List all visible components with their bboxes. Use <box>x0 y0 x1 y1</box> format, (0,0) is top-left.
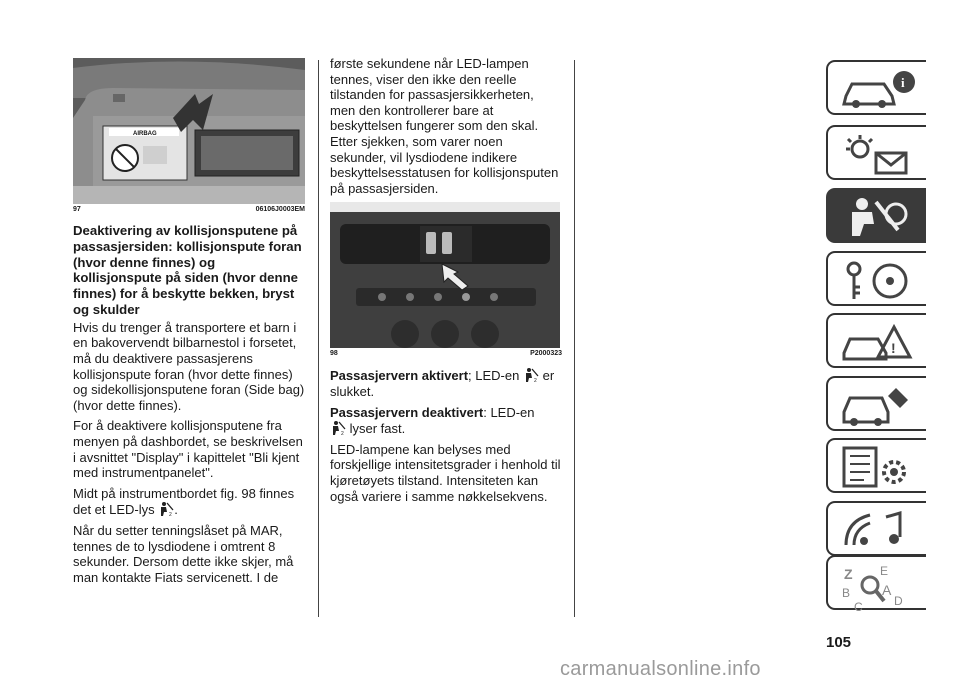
airbag-sticker-text: AIRBAG <box>133 131 157 137</box>
figure-97-sun-visor <box>73 58 305 204</box>
svg-text:2: 2 <box>341 431 344 437</box>
tab-car-info[interactable] <box>826 60 926 115</box>
svg-text:A: A <box>882 582 892 598</box>
tab-index[interactable] <box>826 555 926 614</box>
sun-visor-illustration <box>73 58 305 204</box>
tab-starting-driving[interactable] <box>826 251 926 306</box>
passenger-airbag-off-icon <box>523 367 539 383</box>
deactivated-paragraph: Passasjervern deaktivert: LED-en 2 lyser fast. <box>330 404 535 437</box>
key-steering-icon <box>838 257 918 303</box>
seat-safety-icon <box>838 194 918 240</box>
car-service-icon <box>838 382 918 428</box>
column-divider <box>574 60 575 617</box>
tab-maintenance[interactable] <box>826 376 926 431</box>
svg-text:E: E <box>880 564 889 578</box>
specs-gear-icon <box>838 444 918 490</box>
warning-lights-icon <box>838 131 918 177</box>
paragraph: første sekundene når LED-lampen tennes, viser den ikke den reelle tilstanden for passasjersikkerheten, men den kontrollerer bare at beskyttelsen fungerer som den skal. Etter sjekken, som varer noen sekunder, vil lysdiodene indikere beskyttelsesstatusen for kollisjonsputen på passasjersiden. <box>330 56 559 196</box>
svg-text:D: D <box>894 594 903 608</box>
svg-text:2: 2 <box>533 378 537 384</box>
left-column <box>73 58 305 590</box>
svg-text:i: i <box>901 75 905 90</box>
index-icon <box>838 561 918 617</box>
car-info-icon <box>838 66 918 112</box>
figure-number: 97 <box>73 206 81 213</box>
svg-text:C: C <box>854 600 863 614</box>
breakdown-icon <box>838 319 918 365</box>
page-number: 105 <box>826 634 852 651</box>
svg-text:2: 2 <box>169 512 173 518</box>
svg-text:Z: Z <box>844 566 853 582</box>
middle-column <box>330 56 562 509</box>
watermark: carmanualsonline.info <box>560 658 761 680</box>
figure-code: P2000323 <box>530 350 562 358</box>
paragraph: LED-lampene kan belyses med forskjellige intensitetsgrader i henhold til kjøretøyets tilstand. Intensiteten kan også variere i samme nøkkelsekvens. <box>330 441 561 504</box>
paragraph-led-mention: Midt på instrumentbordet fig. 98 finnes det et LED-lys 2 . <box>73 485 295 518</box>
tab-emergency[interactable] <box>826 313 926 368</box>
svg-text:B: B <box>842 586 851 600</box>
tab-technical-data[interactable] <box>826 438 926 493</box>
paragraph: For å deaktivere kollisjonsputene fra menyen på dashbordet, se beskrivelsen i avsnittet "Display" i kapittelet "Bli kjent med instrumentpanelet". <box>73 418 303 481</box>
multimedia-icon <box>838 507 918 553</box>
figure-98-dashboard <box>330 202 560 348</box>
activated-paragraph: Passasjervern aktivert; LED-en 2 er slukket. <box>330 368 555 399</box>
column-divider <box>318 60 319 617</box>
paragraph: Når du setter tenningslåset på MAR, tennes de to lysdiodene i omtrent 8 sekunder. Dersom dette ikke skjer, må man kontakte Fiats servicenett. I de <box>73 522 294 585</box>
figure-98-caption <box>330 350 562 357</box>
figure-code: 06106J0003EM <box>255 206 305 213</box>
passenger-airbag-off-icon <box>330 420 346 436</box>
figure-97-caption <box>73 206 305 213</box>
dashboard-illustration <box>330 202 560 348</box>
tab-warning-lights[interactable] <box>826 125 926 180</box>
svg-text:!: ! <box>891 340 896 356</box>
paragraph: Hvis du trenger å transportere et barn i en bakovervendt bilbarnestol i forsetet, må du deaktivere passasjerens kollisjonspute foran (hvor dette finnes) og sidekollisjonsputene foran (Side bag) (hvor dette finnes). <box>73 319 305 413</box>
tab-safety[interactable] <box>826 188 926 243</box>
section-heading: Deaktivering av kollisjonsputene på passasjersiden: kollisjonspute foran (hvor denne finnes) og kollisjonspute på siden (hvor denne finnes) for å beskytte bekken, bryst og skulder <box>73 223 302 317</box>
passenger-airbag-off-icon <box>158 501 174 517</box>
tab-multimedia[interactable] <box>826 501 926 556</box>
figure-number: 98 <box>330 350 338 358</box>
